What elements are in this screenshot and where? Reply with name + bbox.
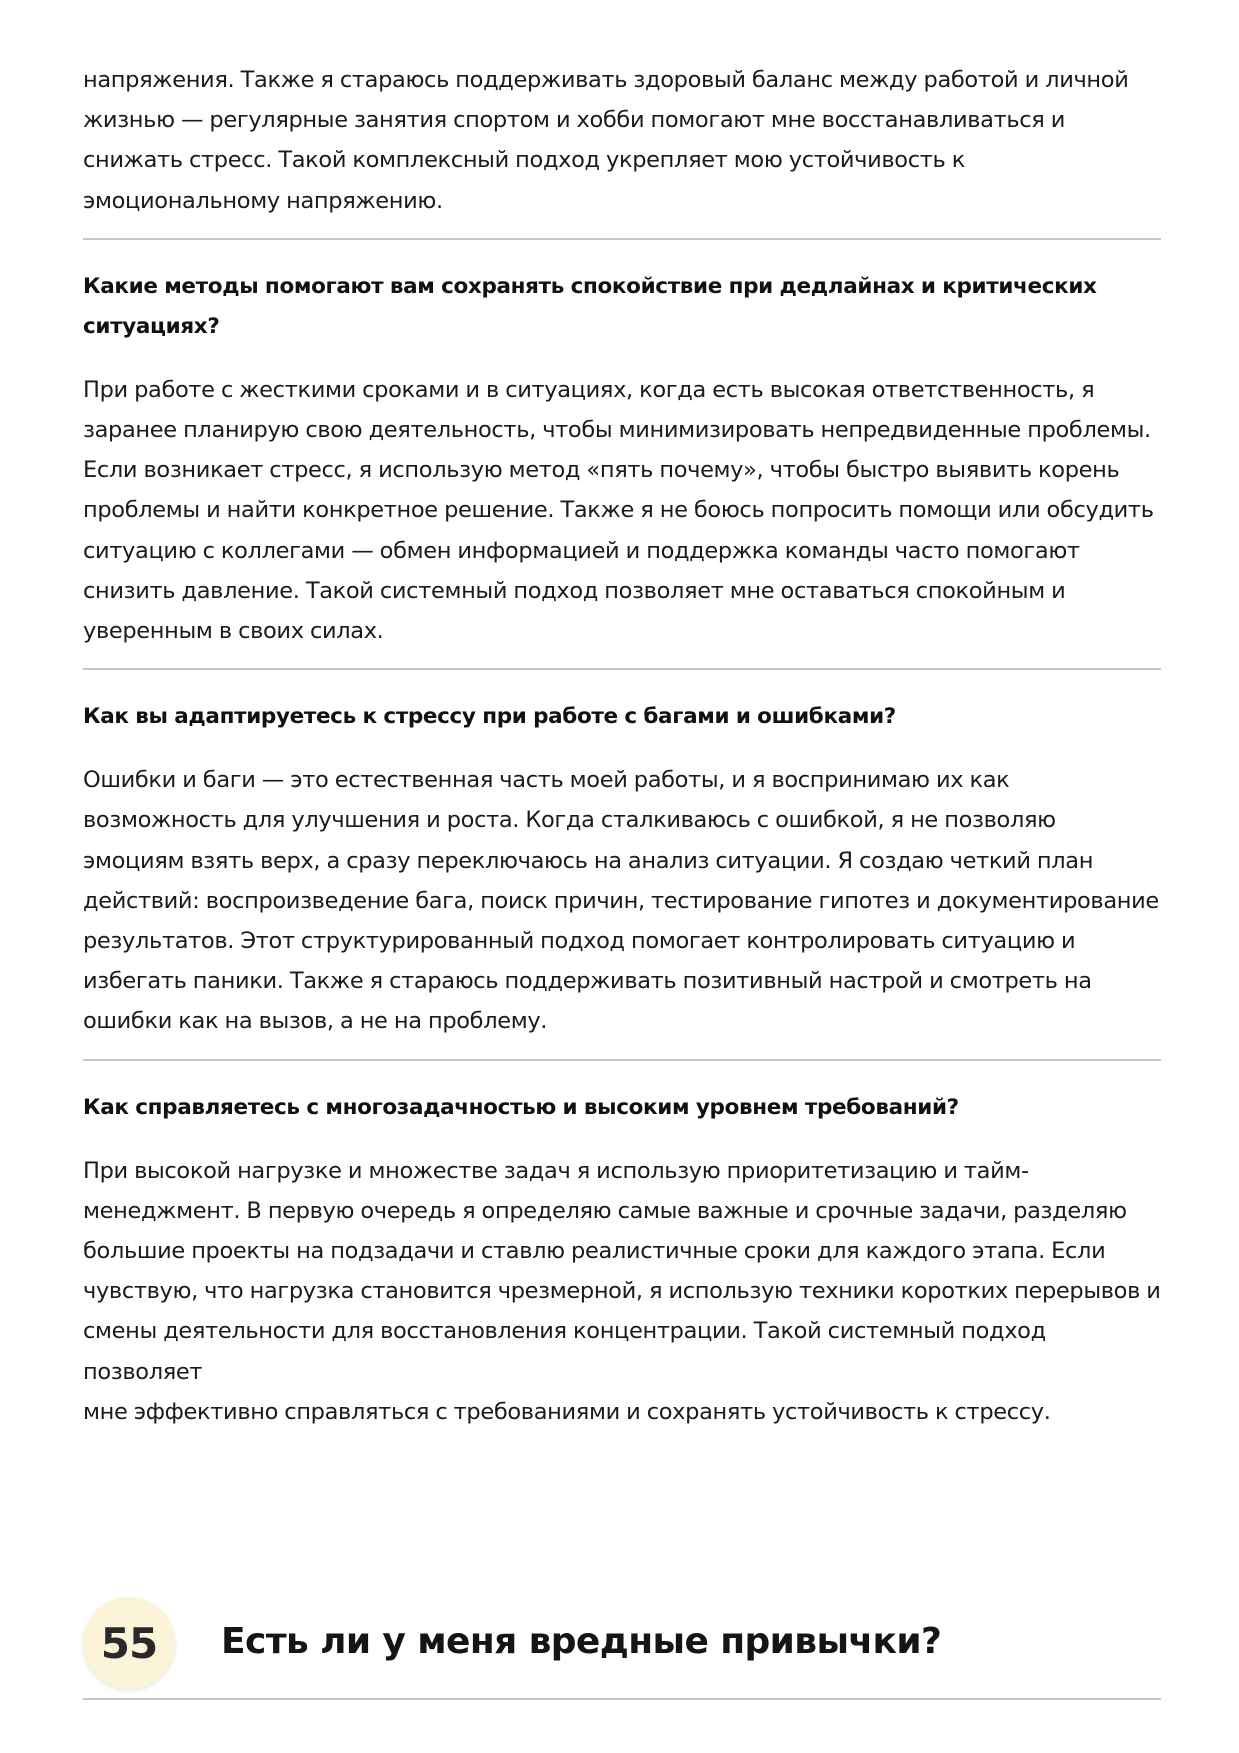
text-line: Как справляетесь с многозадачностью и высоким уровнем требований? xyxy=(83,1094,959,1120)
intro-paragraph xyxy=(83,60,1161,221)
answer-paragraph xyxy=(83,370,1161,651)
answer-paragraph xyxy=(83,1151,1161,1432)
question-heading xyxy=(83,697,1161,737)
text-line: ситуациях? xyxy=(83,313,220,339)
text-line: ошибки как на вызов, а не на проблему. xyxy=(83,1008,548,1035)
divider xyxy=(83,1059,1161,1061)
text-line: уверенным в своих силах. xyxy=(83,618,384,645)
text-line: менеджмент. В первую очередь я определяю самые важные и срочные задачи, разделяю xyxy=(83,1197,1127,1224)
text-line: смены деятельности для восстановления концентрации. Такой системный подход позволяет xyxy=(83,1318,1046,1385)
text-line: Если возникает стресс, я использую метод «пять почему», чтобы быстро выявить корень xyxy=(83,457,1120,484)
section-header xyxy=(83,1597,1161,1689)
text-line: снижать стресс. Такой комплексный подход укрепляет мою устойчивость к xyxy=(83,147,965,174)
text-line: снизить давление. Такой системный подход позволяет мне оставаться спокойным и xyxy=(83,577,1066,604)
text-line: большие проекты на подзадачи и ставлю реалистичные сроки для каждого этапа. Если xyxy=(83,1238,1106,1265)
text-line: действий: воспроизведение бага, поиск причин, тестирование гипотез и документирование xyxy=(83,887,1159,914)
text-line: проблемы и найти конкретное решение. Также я не боюсь попросить помощи или обсудить xyxy=(83,497,1154,524)
text-line: напряжения. Также я стараюсь поддерживать здоровый баланс между работой и личной xyxy=(83,67,1129,93)
question-heading xyxy=(83,267,1161,347)
text-line: ситуацию с коллегами — обмен информацией и поддержка команды часто помогают xyxy=(83,537,1080,564)
section-divider xyxy=(83,1698,1161,1700)
document-body xyxy=(83,60,1161,1432)
text-line: результатов. Этот структурированный подход помогает контролировать ситуацию и xyxy=(83,928,1076,955)
text-line: чувствую, что нагрузка становится чрезмерной, я использую техники коротких перерывов и xyxy=(83,1278,1161,1305)
divider xyxy=(83,238,1161,240)
text-line: При работе с жесткими сроками и в ситуациях, когда есть высокая ответственность, я xyxy=(83,376,1095,403)
text-line: жизнью — регулярные занятия спортом и хобби помогают мне восстанавливаться и xyxy=(83,107,1066,134)
text-line: заранее планирую свою деятельность, чтобы минимизировать непредвиденные проблемы. xyxy=(83,417,1151,444)
section-number-badge: 55 xyxy=(83,1597,175,1689)
section-title: Есть ли у меня вредные привычки? xyxy=(221,1621,942,1662)
text-line: Как вы адаптируетесь к стрессу при работе с багами и ошибками? xyxy=(83,704,896,730)
text-line: возможность для улучшения и роста. Когда сталкиваюсь с ошибкой, я не позволяю xyxy=(83,807,1056,834)
answer-paragraph xyxy=(83,760,1161,1041)
text-line: избегать паники. Также я стараюсь поддерживать позитивный настрой и смотреть на xyxy=(83,968,1092,995)
text-line: мне эффективно справляться с требованиями и сохранять устойчивость к стрессу. xyxy=(83,1398,1051,1425)
text-line: Ошибки и баги — это естественная часть моей работы, и я воспринимаю их как xyxy=(83,767,1010,794)
text-line: Какие методы помогают вам сохранять спокойствие при дедлайнах и критических xyxy=(83,273,1097,299)
text-line: эмоциям взять верх, а сразу переключаюсь на анализ ситуации. Я создаю четкий план xyxy=(83,847,1094,874)
question-heading xyxy=(83,1088,1161,1128)
divider xyxy=(83,668,1161,670)
text-line: эмоциональному напряжению. xyxy=(83,187,443,214)
text-line: При высокой нагрузке и множестве задач я использую приоритетизацию и тайм- xyxy=(83,1157,1029,1184)
